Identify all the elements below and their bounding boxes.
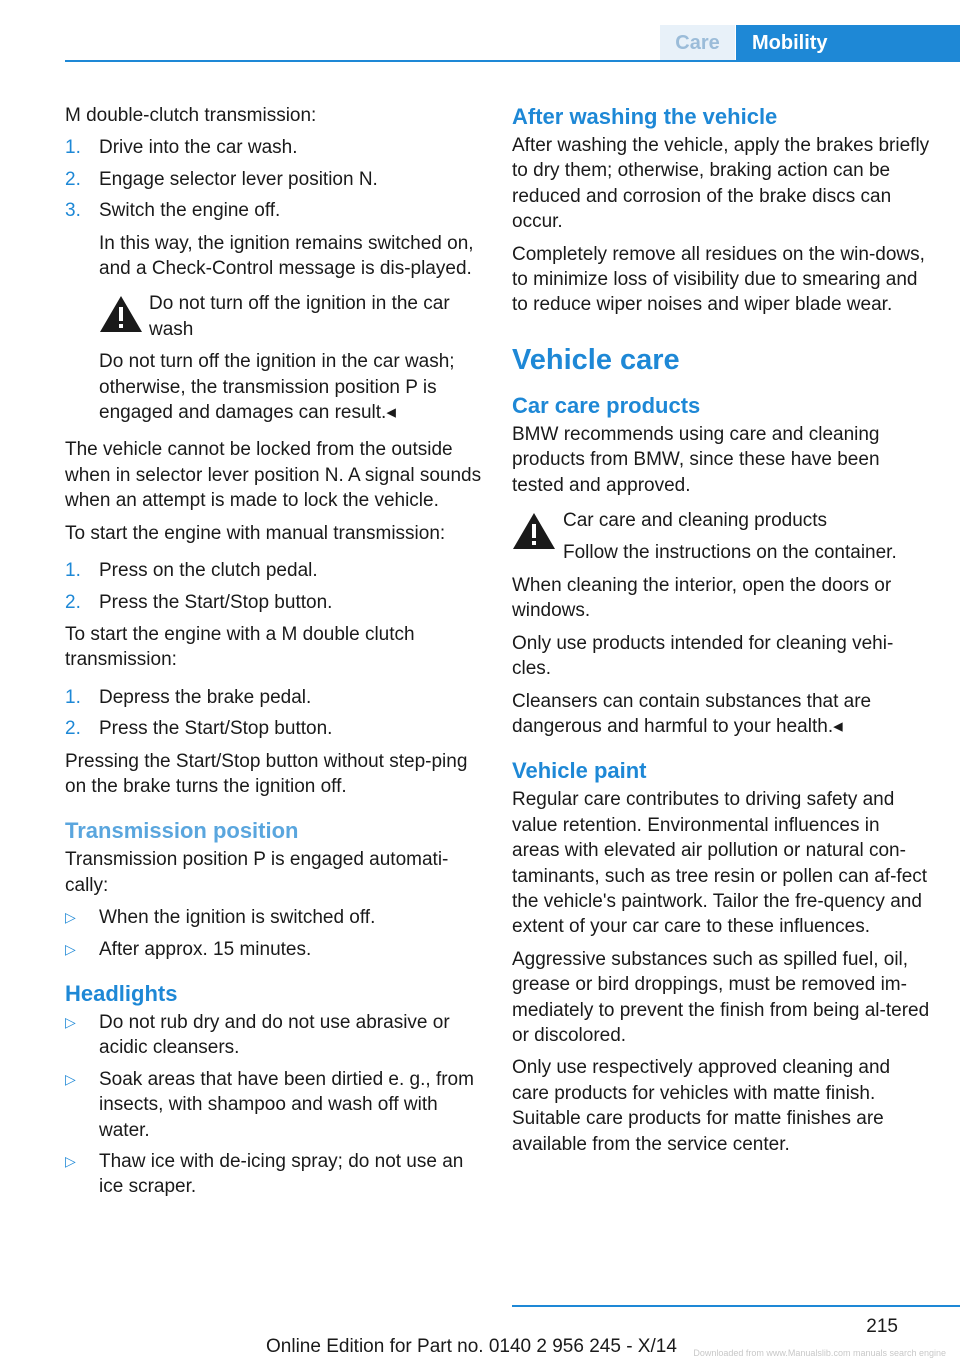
vehicle-paint-heading: Vehicle paint <box>512 758 647 784</box>
watermark: Downloaded from www.Manualslib.com manuals search engine <box>693 1348 946 1358</box>
step-text: Depress the brake pedal. <box>99 686 312 708</box>
warning-triangle-icon <box>512 512 556 550</box>
warning-box <box>512 508 932 566</box>
manual-paragraph: To start the engine with manual transmission: <box>65 522 446 544</box>
tab-mobility: Mobility <box>736 25 960 62</box>
ignition-off-paragraph: Pressing the Start/Stop button without step-ping on the brake turns the ignition off. <box>65 750 468 797</box>
cleansers-paragraph: Cleansers can contain substances that are dangerous and harmful to your health.◂ <box>512 690 872 737</box>
list-item <box>65 198 485 223</box>
step-number: 3. <box>65 200 81 222</box>
step-number: 2. <box>65 168 81 190</box>
step-number: 1. <box>65 137 81 159</box>
list-item <box>65 167 485 192</box>
list-item <box>65 135 485 160</box>
list-item <box>65 590 485 615</box>
bullet-text: Soak areas that have been dirtied e. g., from insects, with shampoo and wash off with water. <box>99 1068 474 1141</box>
carwash-steps <box>65 135 485 223</box>
list-item <box>65 1067 485 1143</box>
tab-care: Care <box>660 25 735 62</box>
page-number: 215 <box>866 1316 898 1337</box>
footer-rule <box>512 1305 960 1307</box>
step-text: Press the Start/Stop button. <box>99 718 333 740</box>
after-washing-paragraph-2: Completely remove all residues on the win-dows, to minimize loss of visibility due to smearing and to reduce wiper noises and wiper blade wear. <box>512 243 925 316</box>
transmission-bullets <box>65 905 485 962</box>
step-text: Switch the engine off. <box>99 200 281 222</box>
list-item <box>65 1010 485 1061</box>
car-care-products-heading: Car care products <box>512 392 701 418</box>
headlights-bullets <box>65 1010 485 1200</box>
lock-paragraph: The vehicle cannot be locked from the outside when in selector lever position N. A signal sounds when an attempt is made to lock the vehicle. <box>65 439 482 512</box>
intro-text: M double-clutch transmission: <box>65 105 317 126</box>
list-item <box>65 685 485 710</box>
bullet-triangle-icon: ▷ <box>65 1013 76 1030</box>
transmission-heading: Transmission position <box>65 818 299 844</box>
step-text: Drive into the car wash. <box>99 137 298 159</box>
list-item <box>65 905 485 930</box>
step-text: Press the Start/Stop button. <box>99 591 333 613</box>
paint-paragraph-2: Aggressive substances such as spilled fuel, oil, grease or bird droppings, must be removed im-mediately to prevent the finish from being al-tered or discolored. <box>512 948 930 1046</box>
bullet-triangle-icon: ▷ <box>65 940 76 957</box>
bullet-triangle-icon: ▷ <box>65 1070 76 1087</box>
manual-steps <box>65 558 485 615</box>
step-number: 2. <box>65 718 81 740</box>
after-washing-paragraph-1: After washing the vehicle, apply the brakes briefly to dry them; otherwise, braking action can be reduced and corrosion of the brake discs can occur. <box>512 135 930 233</box>
after-washing-heading: After washing the vehicle <box>512 104 778 129</box>
mdct-paragraph: To start the engine with a M double clutch transmission: <box>65 623 415 671</box>
products-paragraph: BMW recommends using care and cleaning products from BMW, since these have been tested and approved. <box>512 423 880 496</box>
step-number: 1. <box>65 560 81 582</box>
transmission-paragraph: Transmission position P is engaged automati-cally: <box>65 849 449 896</box>
bullet-triangle-icon: ▷ <box>65 1153 76 1169</box>
bullet-text: Do not rub dry and do not use abrasive or acidic cleansers. <box>99 1011 450 1059</box>
interior-paragraph: When cleaning the interior, open the doors or windows. <box>512 574 892 622</box>
step-detail: In this way, the ignition remains switched on, and a Check-Control message is dis-played. <box>99 232 474 280</box>
step-text: Press on the clutch pedal. <box>99 560 318 582</box>
warning-triangle-icon <box>99 295 143 333</box>
headlights-heading: Headlights <box>65 980 178 1006</box>
warning-title: Car care and cleaning products <box>563 510 828 532</box>
step-text: Engage selector lever position N. <box>99 168 378 190</box>
header-rule <box>65 60 960 62</box>
bullet-text: Thaw ice with de-icing spray; do not use an ice scraper. <box>99 1151 464 1198</box>
step-number: 2. <box>65 591 81 613</box>
warning-text: Do not turn off the ignition in the car wash; otherwise, the transmission position P is engaged and damages can result.◂ <box>99 351 455 424</box>
bullet-text: After approx. 15 minutes. <box>99 938 312 960</box>
bullet-text: When the ignition is switched off. <box>99 907 376 929</box>
left-column <box>65 103 485 1207</box>
bullet-triangle-icon: ▷ <box>65 909 76 926</box>
mdct-steps <box>65 685 485 742</box>
only-products-paragraph: Only use products intended for cleaning vehi-cles. <box>512 632 894 680</box>
list-item <box>65 937 485 962</box>
list-item <box>65 558 485 583</box>
warning-box <box>99 291 485 342</box>
right-column <box>512 103 932 1164</box>
paint-paragraph-3: Only use respectively approved cleaning and care products for vehicles with matte finish. Suitable care products for matte finishes are available from the service center. <box>512 1057 891 1155</box>
warning-text: Follow the instructions on the container. <box>563 542 897 564</box>
edition-footer: Online Edition for Part no. 0140 2 956 245 - X/14 <box>266 1336 677 1357</box>
step-number: 1. <box>65 686 81 708</box>
paint-paragraph-1: Regular care contributes to driving safety and value retention. Environmental influences in areas with elevated air pollution or natural con-taminants, such as tree resin or pollen can af-fect the vehicle's paintwork. Tailor the fre-quency and extent of your car care to these influences. <box>512 789 928 938</box>
list-item <box>65 1149 485 1200</box>
vehicle-care-heading: Vehicle care <box>512 343 680 376</box>
warning-title: Do not turn off the ignition in the car wash <box>149 293 450 340</box>
list-item <box>65 716 485 741</box>
